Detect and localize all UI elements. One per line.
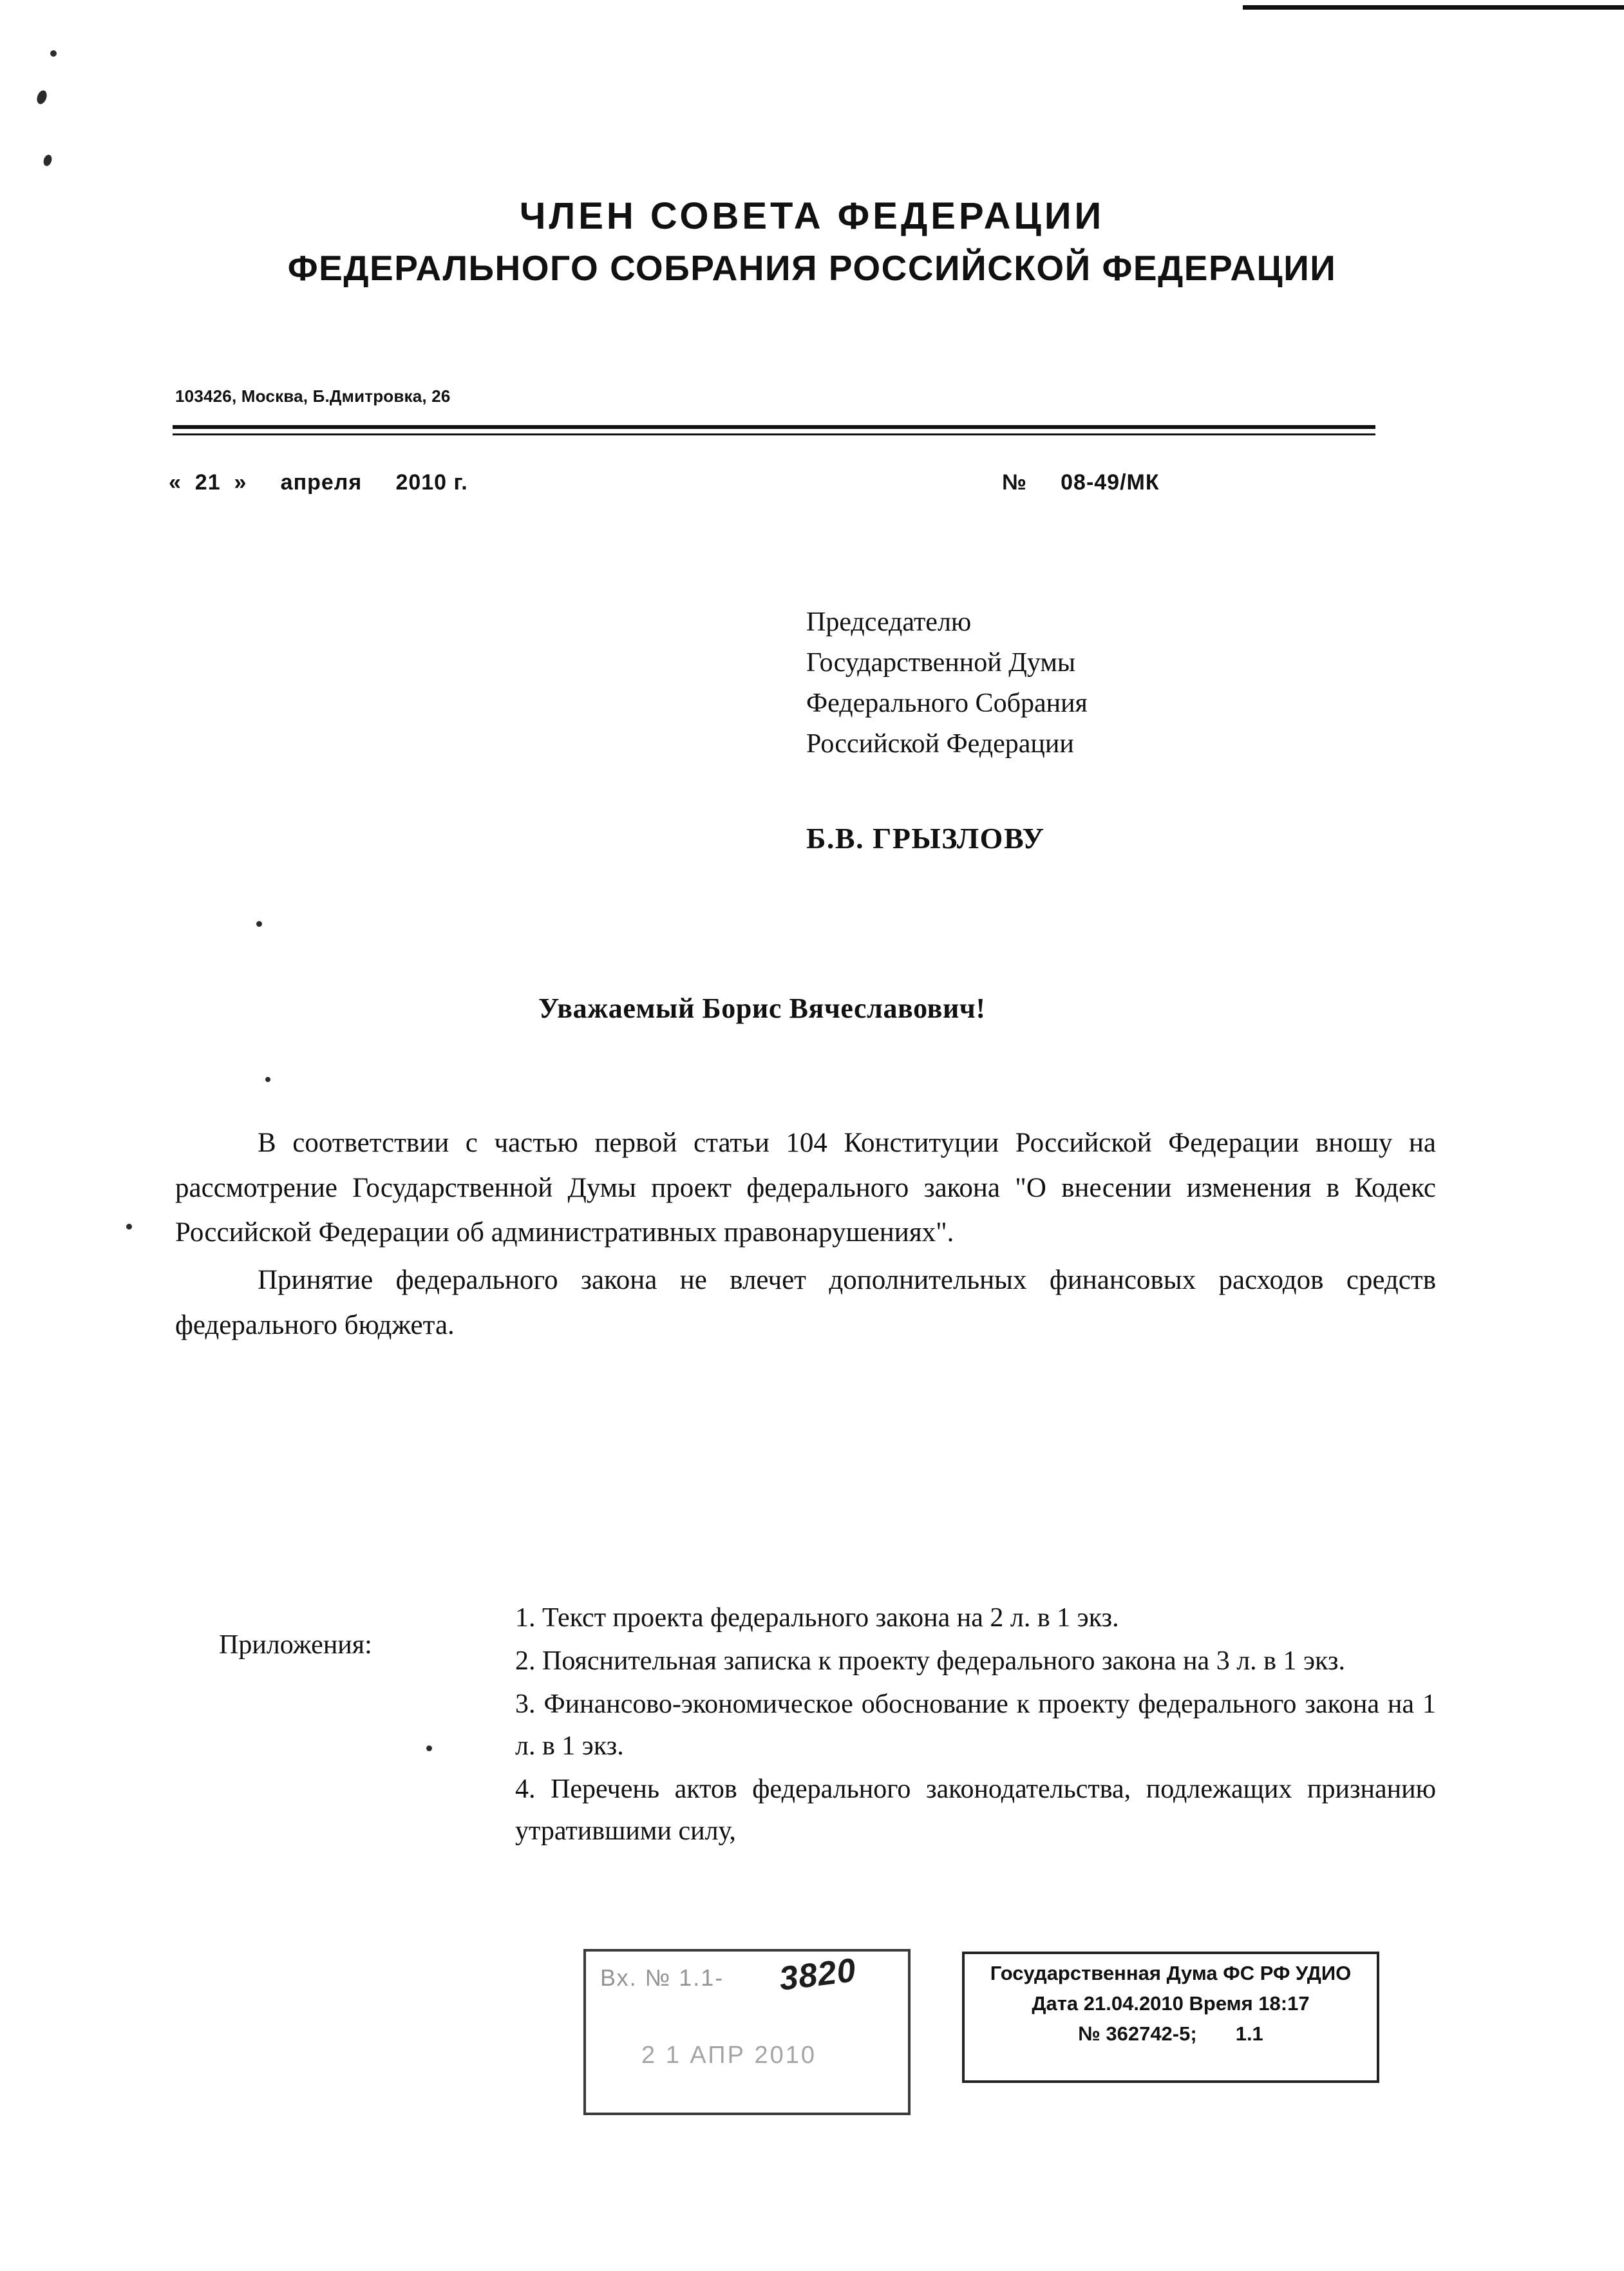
duma-stamp-version: 1.1 bbox=[1235, 2022, 1263, 2045]
duma-registration-stamp bbox=[962, 1952, 1379, 2083]
duma-stamp-line-1: Государственная Дума ФС РФ УДИО bbox=[990, 1962, 1352, 1984]
duma-stamp-line-2: Дата 21.04.2010 Время 18:17 bbox=[1032, 1992, 1310, 2015]
incoming-stamp-date: 2 1 АПР 2010 bbox=[641, 2042, 817, 2069]
letterhead bbox=[0, 193, 1624, 291]
scan-speck bbox=[35, 89, 49, 105]
addressee-line-3: Федерального Собрания bbox=[806, 689, 1088, 718]
scan-speck bbox=[50, 50, 57, 57]
incoming-stamp-number: 3820 bbox=[777, 1951, 858, 1999]
attachment-item: 3. Финансово-экономическое обоснование к проекту федерального закона на 1 л. в 1 экз. bbox=[515, 1689, 1436, 1762]
attachments-list bbox=[515, 1597, 1436, 1854]
letterhead-address: 103426, Москва, Б.Дмитровка, 26 bbox=[175, 386, 451, 406]
scan-speck bbox=[265, 1077, 270, 1082]
letter-body bbox=[175, 1121, 1436, 1350]
incoming-registration-stamp bbox=[583, 1949, 911, 2115]
divider-thick bbox=[173, 425, 1375, 429]
addressee-block bbox=[806, 602, 1088, 765]
scan-edge-mark bbox=[1243, 5, 1624, 10]
duma-stamp-bill-number: № 362742-5; bbox=[1078, 2022, 1197, 2045]
addressee-line-4: Российской Федерации bbox=[806, 729, 1074, 759]
body-paragraph-1: В соответствии с частью первой статьи 104 Конституции Российской Федерации вношу на рассмотрение Государственной Думы проект федерального закона "О внесении изменения в Кодекс Российской Федерации об административных правонарушениях". bbox=[175, 1128, 1436, 1248]
duma-stamp-line-3 bbox=[965, 2022, 1377, 2046]
attachment-item: 2. Пояснительная записка к проекту федерального закона на 3 л. в 1 экз. bbox=[515, 1646, 1345, 1677]
header-divider bbox=[173, 425, 1375, 435]
document-date: « 21 » апреля 2010 г. bbox=[169, 470, 468, 495]
letterhead-line-1: ЧЛЕН СОВЕТА ФЕДЕРАЦИИ bbox=[519, 195, 1105, 237]
scan-speck bbox=[42, 154, 53, 167]
incoming-stamp-label: Вх. № 1.1- bbox=[600, 1964, 724, 1991]
addressee-line-1: Председателю bbox=[806, 607, 972, 637]
divider-thin bbox=[173, 433, 1375, 435]
body-paragraph-2: Принятие федерального закона не влечет дополнительных финансовых расходов средств федерального бюджета. bbox=[175, 1264, 1436, 1340]
attachment-item: 4. Перечень актов федерального законодательства, подлежащих признанию утратившими силу, bbox=[515, 1774, 1436, 1847]
scan-speck bbox=[426, 1745, 432, 1751]
recipient-name: Б.В. ГРЫЗЛОВУ bbox=[806, 822, 1045, 855]
scan-speck bbox=[256, 921, 262, 927]
letterhead-line-2: ФЕДЕРАЛЬНОГО СОБРАНИЯ РОССИЙСКОЙ ФЕДЕРАЦИИ bbox=[287, 247, 1337, 288]
document-number: № 08-49/МК bbox=[1002, 470, 1160, 495]
scan-speck bbox=[126, 1224, 132, 1230]
salutation: Уважаемый Борис Вячеславович! bbox=[538, 993, 986, 1024]
attachment-item: 1. Текст проекта федерального закона на 2 л. в 1 экз. bbox=[515, 1603, 1119, 1633]
addressee-line-2: Государственной Думы bbox=[806, 648, 1076, 678]
attachments-label: Приложения: bbox=[219, 1630, 372, 1660]
